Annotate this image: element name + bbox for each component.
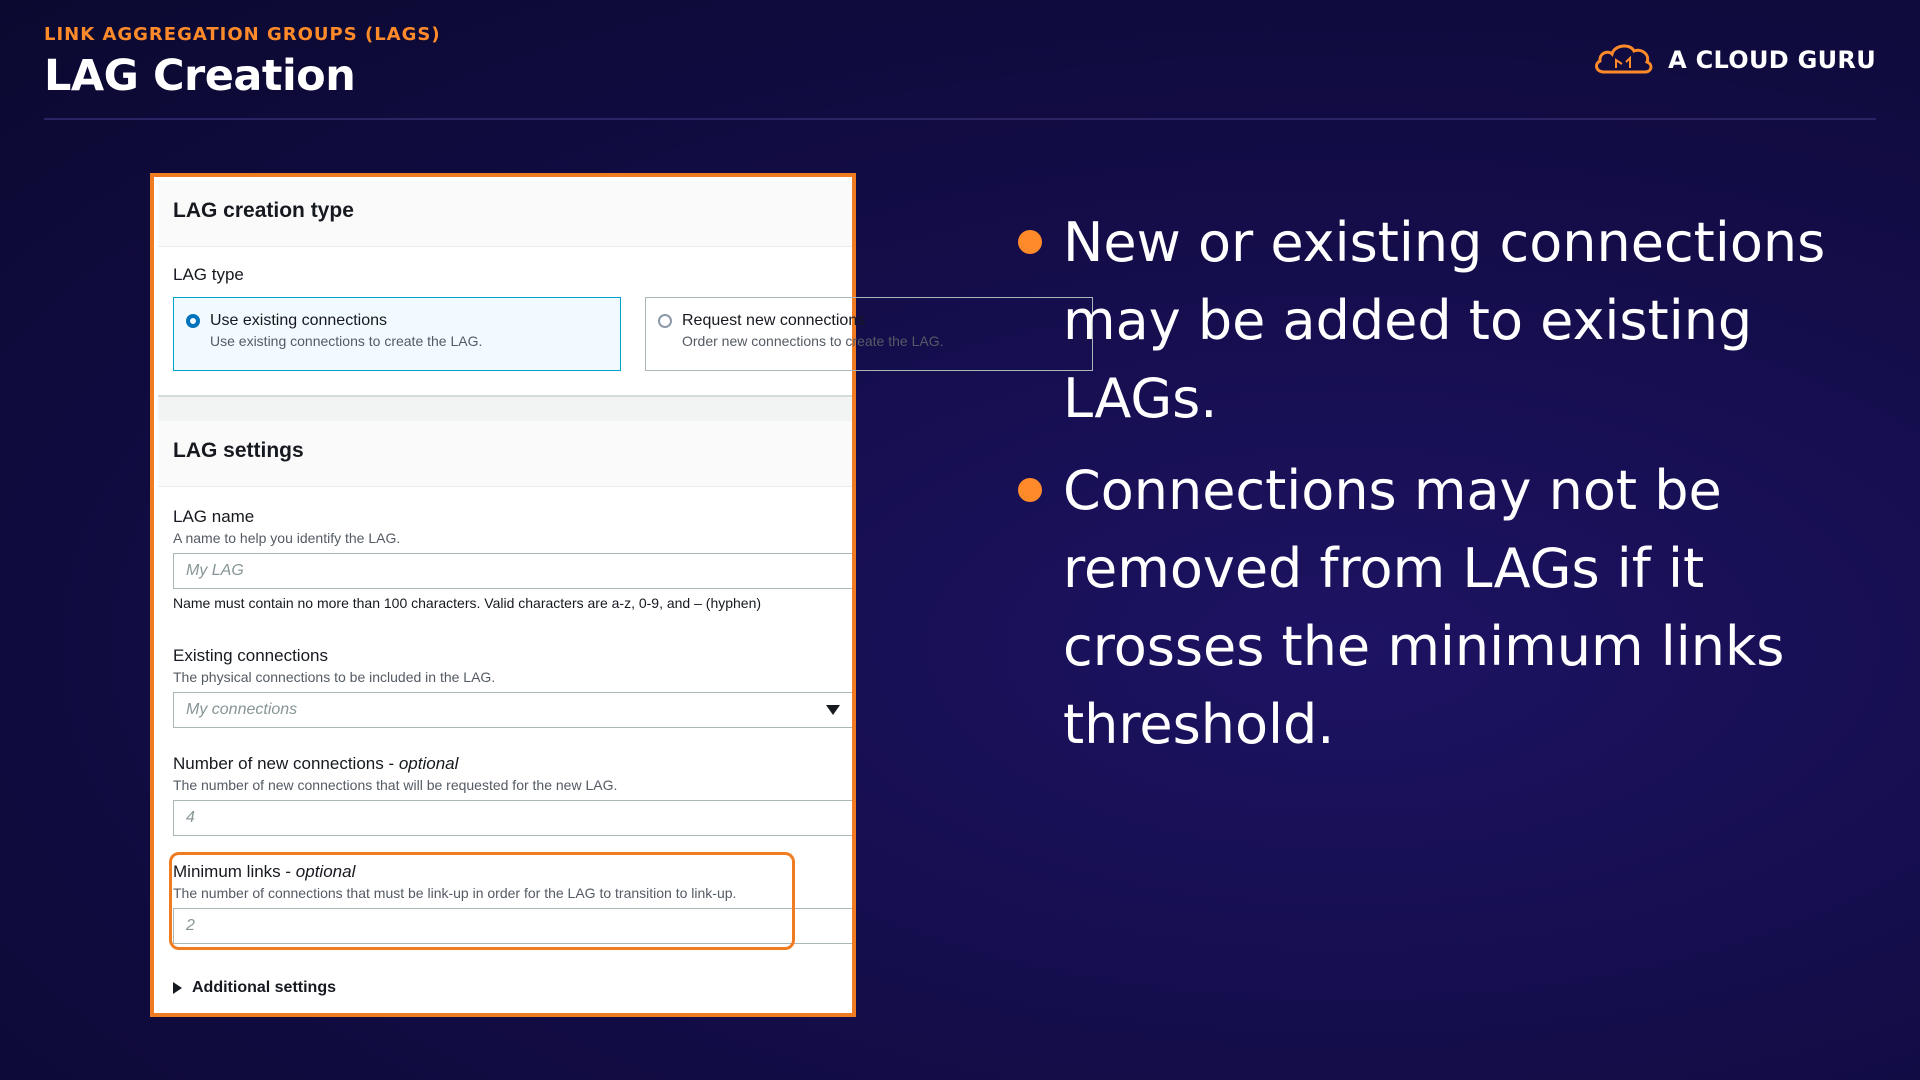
additional-settings-toggle[interactable] [173, 979, 336, 997]
bullet-item [1018, 452, 1878, 764]
radio-selected-icon[interactable] [186, 314, 200, 328]
lag-settings-heading: LAG settings [158, 421, 852, 487]
caret-down-icon [826, 705, 840, 715]
lag-type-options [173, 297, 944, 371]
lag-name-input[interactable]: My LAG [173, 553, 852, 589]
optional-tag: optional [398, 754, 459, 773]
minimum-links-highlight [169, 852, 795, 950]
slide-header [44, 24, 441, 101]
bullet-list [1018, 204, 1878, 778]
existing-connections-desc: The physical connections to be included in the LAG. [173, 669, 496, 685]
header-divider [44, 118, 1876, 120]
section-gap [158, 395, 852, 421]
existing-connections-select[interactable] [173, 692, 852, 728]
brand-name: A CLOUD GURU [1668, 46, 1876, 74]
bullet-text: Connections may not be removed from LAGs if it crosses the minimum links threshold. [1063, 459, 1785, 756]
new-connections-input[interactable]: 4 [173, 800, 852, 836]
new-connections-label [173, 754, 852, 774]
cloud-logo-icon [1592, 38, 1656, 82]
bullet-text: New or existing connections may be added to existing LAGs. [1063, 211, 1826, 430]
radio-unselected-icon[interactable] [658, 314, 672, 328]
option-desc: Order new connections to create the LAG. [682, 333, 944, 349]
label-text: Number of new connections - [173, 754, 399, 773]
creation-type-body [158, 247, 944, 395]
label-text: Minimum links - [173, 862, 296, 881]
option-title: Request new connections [682, 312, 866, 329]
brand-logo [1592, 38, 1876, 82]
console-screenshot [150, 173, 944, 1017]
option-desc: Use existing connections to create the LAG. [210, 333, 483, 349]
new-connections-desc: The number of new connections that will be requested for the new LAG. [173, 777, 618, 793]
lag-type-label: LAG type [173, 265, 244, 284]
bullet-dot-icon [1018, 478, 1042, 502]
lag-name-hint: Name must contain no more than 100 characters. Valid characters are a-z, 0-9, and – (hyphen) [173, 595, 762, 611]
additional-settings-label: Additional settings [192, 979, 336, 996]
minimum-links-input[interactable]: 2 [173, 908, 852, 944]
creation-type-heading: LAG creation type [158, 181, 852, 247]
option-use-existing[interactable] [173, 297, 621, 371]
slide-title: LAG Creation [44, 51, 356, 101]
bullet-dot-icon [1018, 230, 1042, 254]
lag-name-label: LAG name [173, 507, 255, 526]
caret-right-icon [173, 982, 182, 994]
lag-name-desc: A name to help you identify the LAG. [173, 530, 401, 546]
slide-kicker: LINK AGGREGATION GROUPS (LAGS) [44, 24, 441, 45]
option-title: Use existing connections [210, 312, 387, 329]
existing-connections-label: Existing connections [173, 646, 328, 665]
select-placeholder: My connections [186, 701, 298, 718]
minimum-links-desc: The number of connections that must be link-up in order for the LAG to transition to link-up. [173, 885, 737, 901]
optional-tag: optional [295, 862, 356, 881]
bullet-item [1018, 204, 1878, 438]
